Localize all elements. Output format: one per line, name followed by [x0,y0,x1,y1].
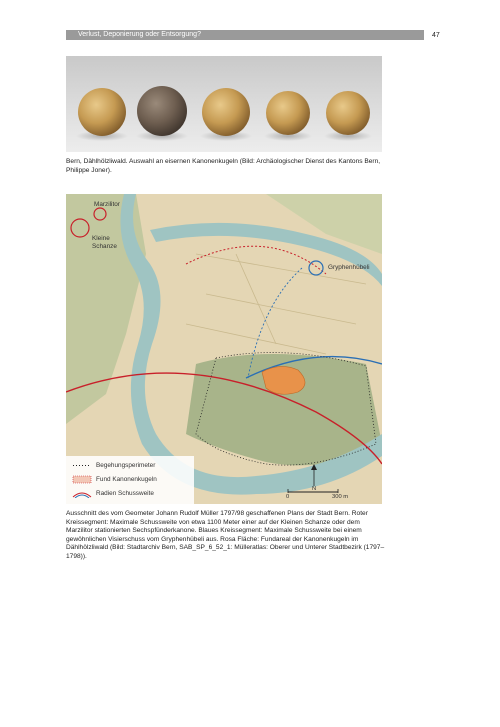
north-label: N [312,486,317,492]
map-legend [66,456,194,504]
running-header-bar [66,30,424,40]
figure-2-caption: Ausschnitt des vom Geometer Johann Rudolf Müller 1797/98 geschaffenen Plans der Stadt Bern. Roter Kreissegment: Maximale Schussweite von etwa 1100 Meter einer auf der Kleinen Schanze oder dem Marzilitor stationierten Sechspfünderkanone. Blaues Kreissegment: Maximale Schussweite bei einem gewöhnlichen Visierschuss vom Gryphenhübeli aus. Rosa Fläche: Fundareal der Kanonenkugeln im Dählhölzliwald (Bild: Stadtarchiv Bern, SAB_SP_6_52_1: Mülleratlas: Oberer und Unterer Stadtbezirk (1797–1798)). [66,510,385,560]
scale-end: 300 m [332,494,349,500]
north-arrow-icon [284,462,374,502]
scale-bar [284,462,374,502]
label-marzilitor: Marzilitor [94,201,120,208]
cannonball-5 [326,91,370,135]
figure-1-caption: Bern, Dählhölzliwald. Auswahl an eisernen Kanonenkugeln (Bild: Archäologischer Dienst des Kantons Bern, Philippe Joner). [66,158,381,174]
legend-label-perimeter: Begehungsperimeter [96,462,156,469]
legend-label-finds: Fund Kanonenkugeln [96,476,157,483]
running-title: Verlust, Deponierung oder Entsorgung? [78,31,201,38]
cannonball-3 [202,88,250,136]
legend-label-radii: Radien Schussweite [96,490,154,497]
cannonball-1 [78,88,126,136]
cannonball-4 [266,91,310,135]
cannonball-photo [66,56,382,152]
scale-start: 0 [286,494,290,500]
cannonball-2 [137,86,187,136]
page-number: 47 [432,32,440,39]
label-kleine-schanze: Kleine Schanze [92,235,117,250]
label-gryphenhuebeli: Gryphenhübeli [328,264,370,271]
historic-map [66,194,382,504]
cannonball-photo-graphic [66,56,382,152]
